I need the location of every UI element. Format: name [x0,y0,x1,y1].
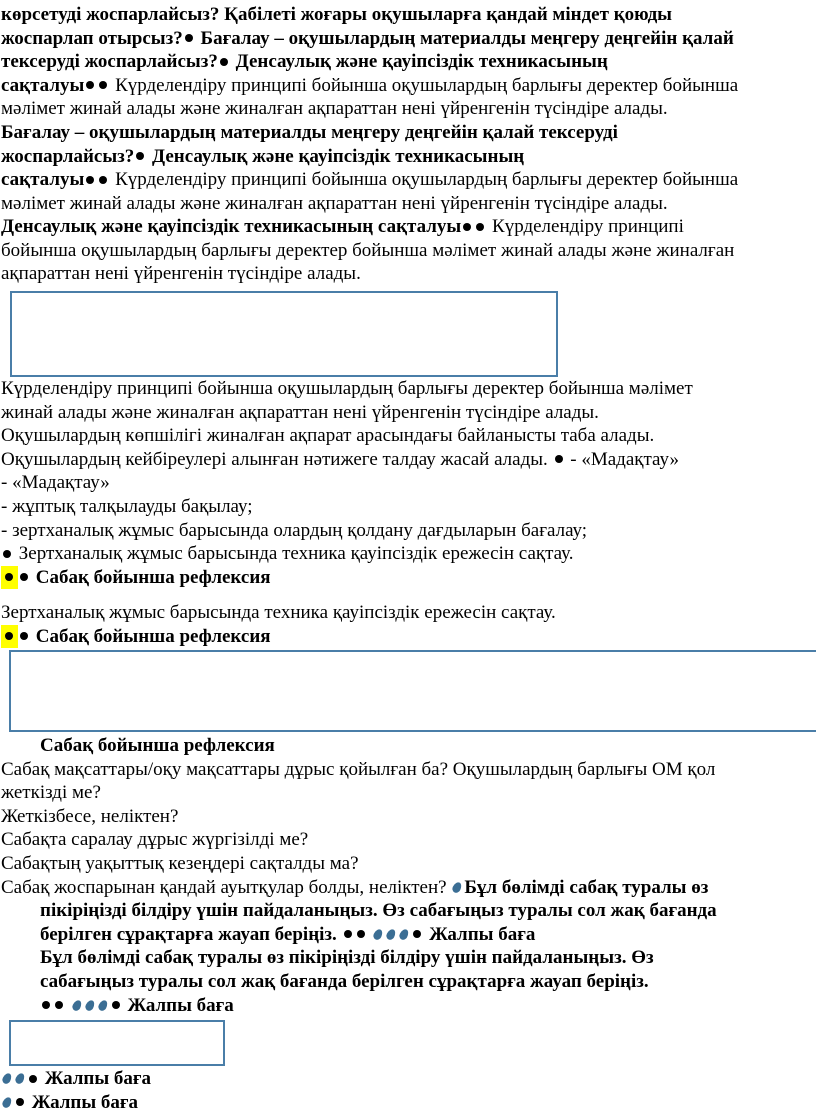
text-run: - «Мадақтау» [570,448,679,470]
text-run: Күрделендіру принципі бойынша оқушылардың барлығы деректер бойынша [115,74,739,96]
text-run: сақталуы [1,74,85,96]
bullet-icon [112,1001,120,1009]
text-run: Денсаулық және қауіпсіздік техникасының [235,51,608,73]
bullet-icon [20,632,28,640]
text-block-4 [1,377,813,589]
text-line: Бұл бөлімді сабақ туралы өз пікіріңізді білдіру үшін пайдаланыңыз. Өз [40,947,654,969]
bullet-icon [86,176,94,184]
blue-bullet-icon [14,1072,26,1085]
text-run: Жалпы баға [127,994,234,1016]
empty-frame-1 [10,291,558,377]
text-line [1,923,813,947]
text-run: Сабақ бойынша рефлексия [35,625,271,647]
text-line [1,27,813,51]
bullet-icon [5,573,13,581]
text-line: пікіріңізді білдіру үшін пайдаланыңыз. Өз сабағыңыз туралы сол жақ бағанда [40,900,717,922]
text-run: жоспарлап отырсыз? [1,27,183,49]
blue-bullet-icon [84,998,96,1011]
text-run: Бұл бөлімді сабақ туралы өз [464,876,709,898]
text-line: ақпараттан нені үйренгенін түсіндіре алады. [1,263,361,285]
text-run: сақталуы [1,169,85,191]
bullet-icon [413,930,421,938]
text-line: жеткізді ме? [1,782,101,804]
blue-bullet-icon [97,998,109,1011]
text-run: Сабақ жоспарынан қандай ауытқулар болды, неліктен? [1,876,452,898]
text-line: - зертханалық жұмыс барысында олардың қолдану дағдыларын бағалау; [1,519,588,541]
text-run: Жалпы баға [429,923,536,945]
text-line: көрсетуді жоспарлайсыз? Қабілеті жоғары оқушыларға қандай міндет қоюды [1,4,673,25]
bullet-icon [55,1001,63,1009]
text-line: Жеткізбесе, неліктен? [1,805,179,827]
bullet-icon [3,550,11,558]
bullet-icon [555,455,563,463]
text-line [1,168,813,192]
bullet-icon [220,58,228,66]
text-block-5 [1,601,813,648]
blue-bullet-icon [1,1096,13,1109]
text-line: - жұптық талқылауды бақылау; [1,495,253,517]
bullet-icon [344,930,352,938]
text-line [1,1091,813,1114]
text-line: Сабақтың уақыттық кезеңдері сақталды ма? [1,852,359,874]
text-line: жинай алады және жиналған ақпараттан нені үйренгенін түсіндіре алады. [1,401,599,423]
text-run: Күрделендіру принципі [492,216,684,237]
text-line [1,448,813,472]
bullet-icon [5,632,13,640]
highlight-mark [1,566,18,590]
bullet-icon [20,573,28,581]
text-line: Зертханалық жұмыс барысында техника қауіпсіздік ережесін сақтау. [1,602,556,623]
empty-frame-3 [9,1020,225,1066]
bullet-icon [99,81,107,89]
text-block-6 [1,734,813,1017]
bullet-icon [42,1001,50,1009]
bullet-icon [16,1098,24,1106]
bullet-icon [185,34,193,42]
text-line: Оқушылардың көпшілігі жиналған ақпарат арасындағы байланысты таба алады. [1,425,655,447]
text-line: бойынша оқушылардың барлығы деректер бойынша мәлімет жинай алады және жиналған [1,239,735,261]
bullet-icon [463,223,471,231]
text-run: Күрделендіру принципі бойынша оқушылардың барлығы деректер бойынша [115,169,739,191]
text-run: Денсаулық және қауіпсіздік техникасының сақталуы [1,216,462,237]
blue-bullet-icon [372,928,384,941]
text-line [1,50,813,74]
bullet-icon [476,223,484,231]
blue-bullet-icon [1,1072,13,1085]
text-line: сабағыңыз туралы сол жақ бағанда берілген сұрақтарға жауап беріңіз. [40,970,649,992]
bullet-icon [357,930,365,938]
bullet-icon [86,81,94,89]
text-block-7 [1,1067,813,1114]
text-line [1,215,813,239]
text-run: тексеруді жоспарлайсыз? [1,51,218,73]
bullet-icon [29,1075,37,1083]
highlight-mark [1,625,18,649]
section-title: Сабақ бойынша рефлексия [40,735,275,756]
blue-bullet-icon [385,928,397,941]
text-line: мәлімет жинай алады және жиналған ақпараттан нені үйренгенін түсіндіре алады. [1,98,668,120]
blue-bullet-icon [398,928,410,941]
text-line [1,625,813,649]
text-line [1,994,813,1018]
blue-bullet-icon [71,998,83,1011]
text-run: берілген сұрақтарға жауап беріңіз. [40,923,337,945]
text-run: Сабақ бойынша рефлексия [35,566,271,588]
text-run: Бағалау – оқушылардың материалды меңгеру деңгейін қалай [200,27,734,49]
text-line [1,876,813,900]
text-line: - «Мадақтау» [1,472,110,494]
text-line: Сабақ мақсаттары/оқу мақсаттары дұрыс қойылған ба? Оқушылардың барлығы ОМ қол [1,758,716,780]
bullet-icon [136,152,144,160]
text-block-3 [1,215,813,286]
text-line: Бағалау – оқушылардың материалды меңгеру деңгейін қалай тексеруді [1,122,618,143]
text-line [1,542,813,566]
blue-bullet-icon [451,880,463,893]
text-run: Денсаулық және қауіпсіздік техникасының [152,145,525,167]
text-line [1,566,813,590]
text-run: Зертханалық жұмыс барысында техника қауіпсіздік ережесін сақтау. [18,543,574,565]
text-line [1,145,813,169]
text-run: Жалпы баға [44,1068,152,1089]
text-line: мәлімет жинай алады және жиналған ақпараттан нені үйренгенін түсіндіре алады. [1,192,668,214]
text-run: Жалпы баға [31,1091,139,1113]
text-line [1,1067,813,1091]
text-line: Сабақта саралау дұрыс жүргізілді ме? [1,829,309,851]
text-run: Оқушылардың кейбіреулері алынған нәтижеге талдау жасай алады. [1,448,553,470]
text-block-2 [1,121,813,215]
text-line [1,74,813,98]
empty-frame-2 [9,650,816,732]
text-line: Күрделендіру принципі бойынша оқушылардың барлығы деректер бойынша мәлімет [1,378,693,399]
text-block-1 [1,3,813,121]
bullet-icon [99,176,107,184]
text-run: жоспарлайсыз? [1,145,135,167]
